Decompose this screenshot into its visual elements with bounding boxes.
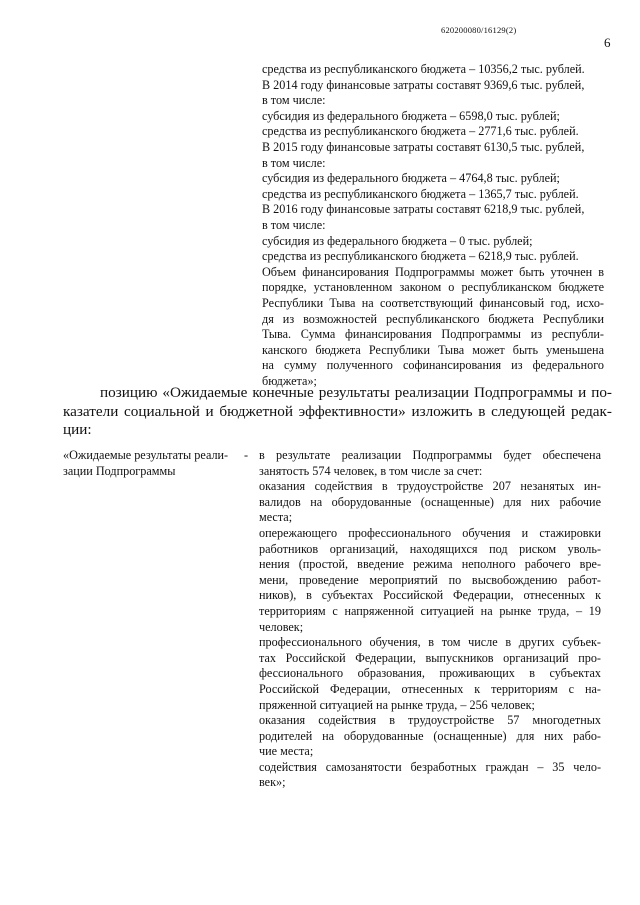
content-line: в результате реализации Подпрограммы будет обеспечена <box>259 448 601 462</box>
intro-line: казатели социальной и бюджетной эффективности» изложить в следующей редак- <box>63 402 612 420</box>
content-line: содействия самозанятости безработных граждан – 35 чело- <box>259 759 601 774</box>
content-line: фессионального образования, проживающих в субъектах <box>259 666 601 681</box>
row-label <box>63 448 243 479</box>
content-line: человек; <box>259 619 304 634</box>
document-id: 620200080/16129(2) <box>441 25 517 35</box>
label-line: зации Подпрограммы <box>63 463 176 478</box>
content-line: пряженной ситуацией на рынке труда, – 256 человек; <box>259 697 535 712</box>
content-line: профессионального обучения, в том числе в других субъек- <box>259 635 601 650</box>
text-line: бюджета»; <box>262 373 317 388</box>
content-line: оказания содействия в трудоустройстве 57 многодетных <box>259 713 601 728</box>
content-line: ников), в субъектах Российской Федерации, отнесенных к <box>259 588 601 603</box>
text-line: средства из республиканского бюджета – 2771,6 тыс. рублей. <box>262 124 579 139</box>
text-line: в том числе: <box>262 217 326 232</box>
content-line: Российской Федерации, отнесенных к территориям с на- <box>259 681 601 696</box>
amendment-intro <box>63 384 612 440</box>
content-line: территориям с напряженной ситуацией на рынке труда, – 19 <box>259 603 601 618</box>
text-line: канского бюджета Республики Тыва может быть уменьшена <box>262 342 604 357</box>
text-line: Республики Тыва на соответствующий финансовый год, исхо- <box>262 295 604 310</box>
text-line: средства из республиканского бюджета – 6218,9 тыс. рублей. <box>262 249 579 264</box>
content-line: нения (простой, введение режима неполного рабочего вре- <box>259 557 601 572</box>
content-line: чие места; <box>259 744 314 759</box>
text-line: Тыва. Сумма финансирования Подпрограммы из республи- <box>262 327 604 342</box>
content-line: мени, проведение мероприятий по высвобождению работ- <box>259 572 601 587</box>
text-line: субсидия из федерального бюджета – 0 тыс. рублей; <box>262 233 533 248</box>
content-line: век»; <box>259 775 286 790</box>
intro-line: ции: <box>63 421 92 439</box>
content-line: места; <box>259 510 293 525</box>
text-line: средства из республиканского бюджета – 1365,7 тыс. рублей. <box>262 186 579 201</box>
content-line: тах Российской Федерации, выпускников организаций про- <box>259 650 601 665</box>
text-line: В 2014 году финансовые затраты составят 9369,6 тыс. рублей, <box>262 77 585 92</box>
text-line: субсидия из федерального бюджета – 4764,8 тыс. рублей; <box>262 171 560 186</box>
intro-line: позицию «Ожидаемые конечные результаты реализации Подпрограммы и по- <box>100 384 612 401</box>
content-line: занятость 574 человек, в том числе за счет: <box>259 463 483 478</box>
row-dash: - <box>244 448 249 462</box>
text-line: средства из республиканского бюджета – 10356,2 тыс. рублей. <box>262 62 585 76</box>
text-line: Объем финансирования Подпрограммы может быть уточнен в <box>262 264 604 279</box>
page-number: 6 <box>604 35 611 50</box>
text-line: субсидия из федерального бюджета – 6598,0 тыс. рублей; <box>262 108 560 123</box>
text-line: в том числе: <box>262 93 326 108</box>
content-line: оказания содействия в трудоустройстве 207 незанятых ин- <box>259 479 601 494</box>
label-line: «Ожидаемые результаты реали- <box>63 448 229 462</box>
financing-continuation <box>262 62 604 389</box>
content-line: опережающего профессионального обучения и стажировки <box>259 525 601 540</box>
text-line: В 2015 году финансовые затраты составят 6130,5 тыс. рублей, <box>262 139 585 154</box>
content-line: родителей на оборудованные (оснащенные) для них рабо- <box>259 728 601 743</box>
row-content <box>259 448 601 791</box>
text-line: порядке, установленном законом о республиканском бюджете <box>262 280 604 295</box>
content-line: работников организаций, находящихся под риском уволь- <box>259 541 601 556</box>
text-line: дя из возможностей республиканского бюджета Республики <box>262 311 604 326</box>
text-line: В 2016 году финансовые затраты составят 6218,9 тыс. рублей, <box>262 202 585 217</box>
content-line: валидов на оборудованные (оснащенные) для них рабочие <box>259 494 601 509</box>
text-line: в том числе: <box>262 155 326 170</box>
text-line: на сумму полученного софинансирования из федерального <box>262 358 604 373</box>
